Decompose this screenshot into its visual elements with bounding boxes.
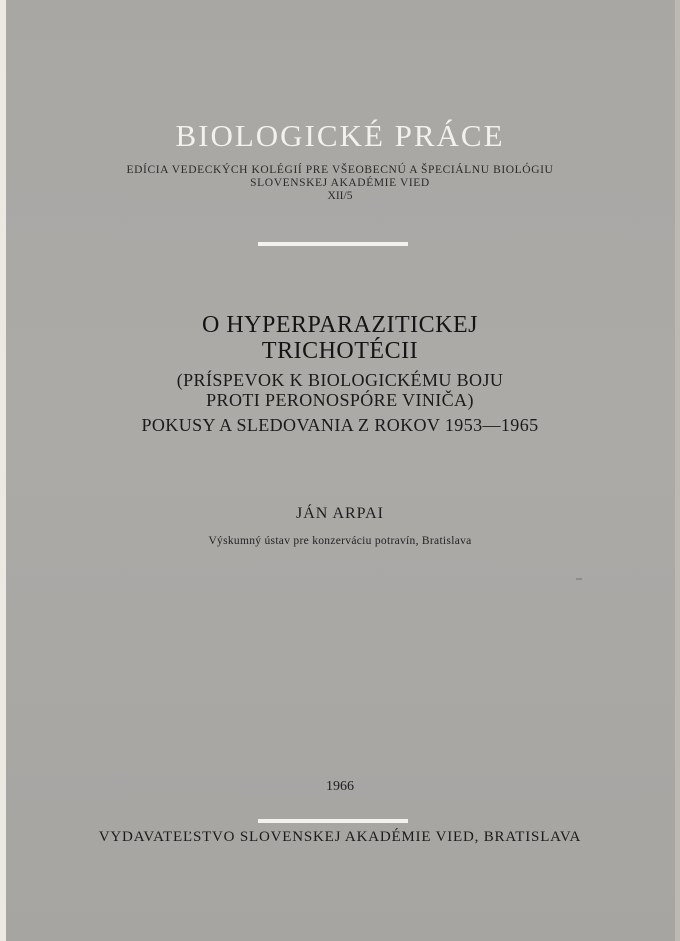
subtitle-line-3: POKUSY A SLEDOVANIA Z ROKOV 1953—1965: [141, 415, 539, 435]
author-institute: Výskumný ústav pre konzerváciu potravín, Bratislava: [208, 535, 472, 547]
subtitle-line-1: (PRÍSPEVOK K BIOLOGICKÉMU BOJU: [176, 370, 504, 390]
volume-number: XII/5: [327, 190, 353, 202]
book-title-line-2: TRICHOTÉCII: [261, 338, 419, 364]
publication-year: 1966: [326, 779, 354, 794]
edition-line: EDÍCIA VEDECKÝCH KOLÉGIÍ PRE VŠEOBECNÚ A ŠPECIÁLNU BIOLÓGIU: [126, 164, 554, 176]
academy-line: SLOVENSKEJ AKADÉMIE VIED: [250, 177, 430, 189]
author-name: JÁN ARPAI: [296, 505, 384, 522]
paper-speck: [576, 578, 582, 580]
book-title-line-1: O HYPERPARAZITICKEJ: [202, 312, 478, 338]
series-title: BIOLOGICKÉ PRÁCE: [175, 118, 505, 153]
divider-bottom: [258, 819, 408, 823]
publisher-name: VYDAVATEĽSTVO SLOVENSKEJ AKADÉMIE VIED, BRATISLAVA: [98, 829, 582, 845]
subtitle-line-2: PROTI PERONOSPÓRE VINIČA): [206, 390, 474, 410]
divider-top: [258, 242, 408, 246]
